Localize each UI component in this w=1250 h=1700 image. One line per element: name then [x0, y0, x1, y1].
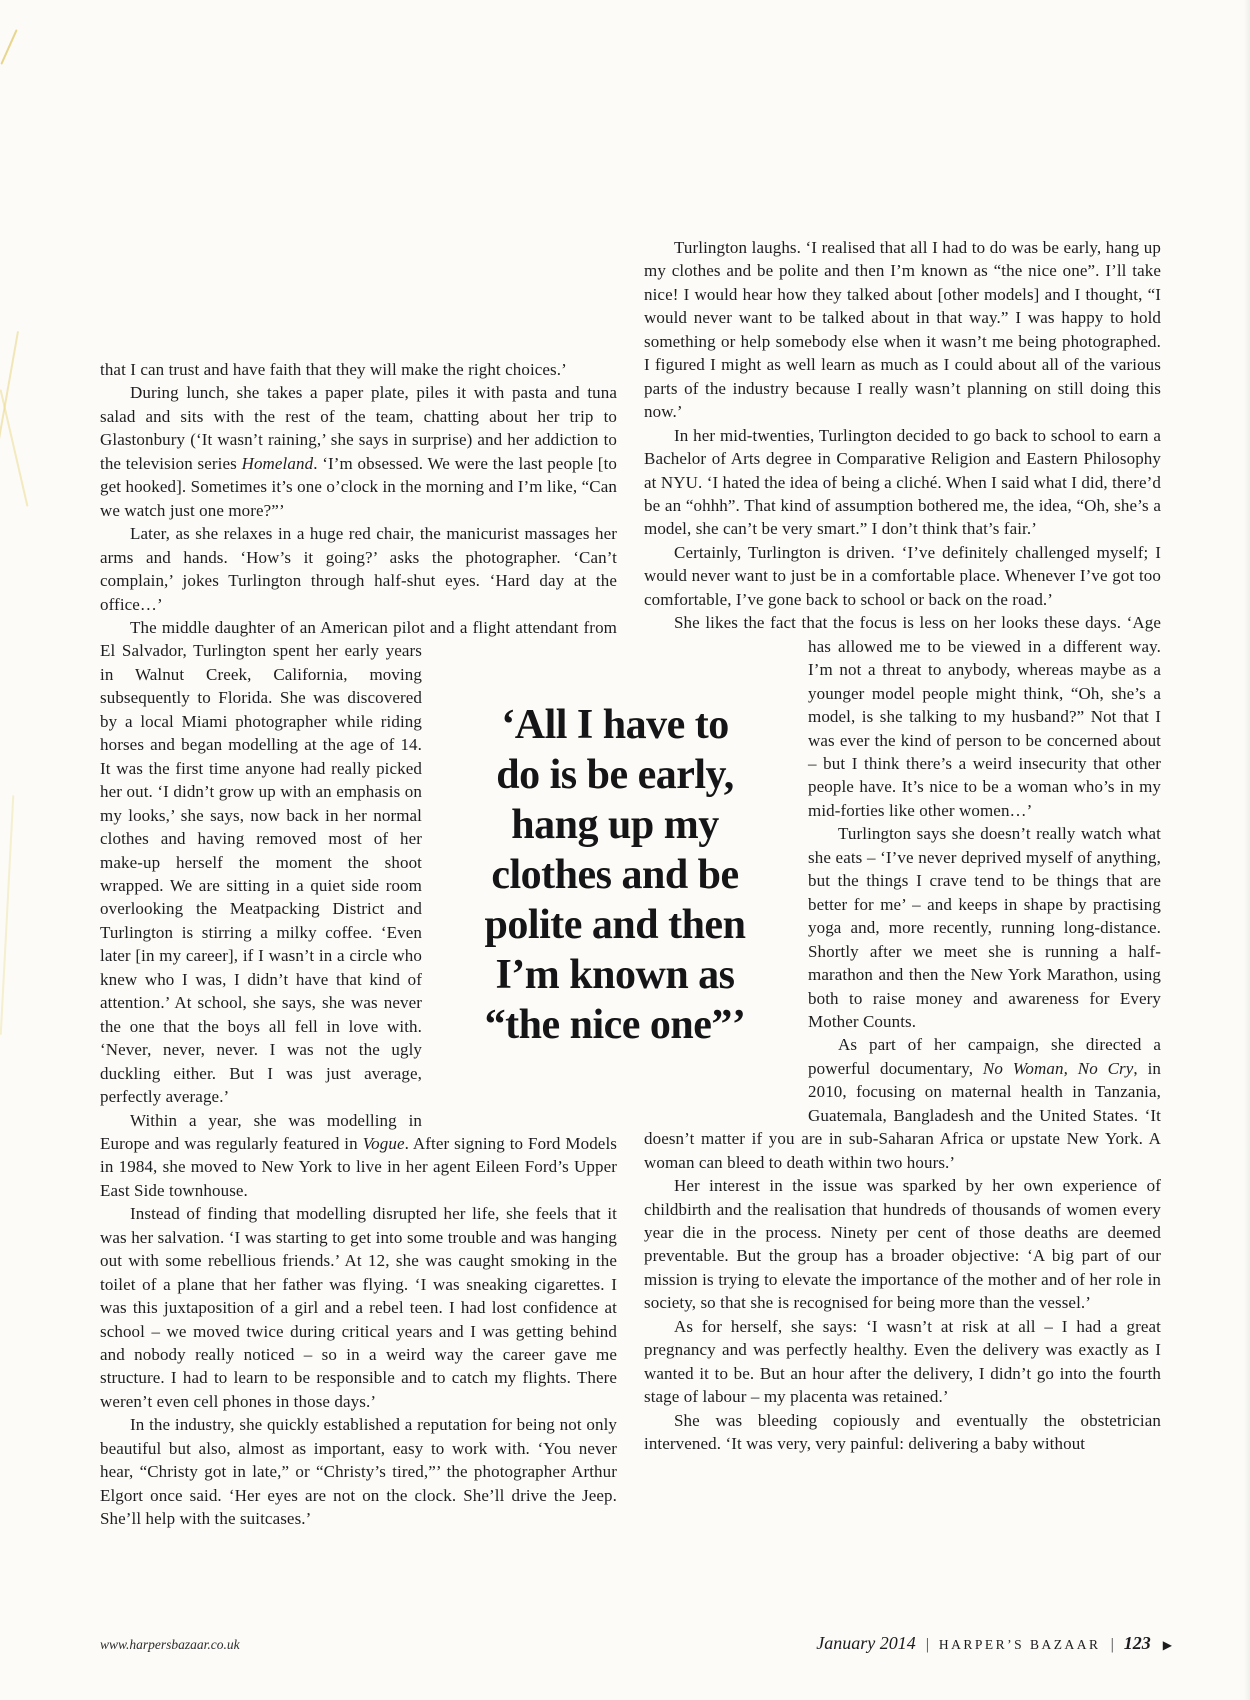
body-text: , in 2010, focusing on maternal health in Tanzania, Guatemala, Bangladesh and the United States. ‘It doesn’t matter if you are in sub-Saharan Africa or upstate New York. A woman can bleed to death within two hours.’: [644, 1058, 1161, 1172]
body-text: She likes the fact that the focus is less on her looks these days. ‘Age has allowed me to be viewed in a different way. I’m not a threat to anybody, whereas maybe as a younger model people might think, “Oh, she’s a model, is she talking to my husband?” Not that I was ever the kind of person to be concerned about – but I think there’s a weird insecurity that other people have. It’s nice to be a woman who’s in my mid-forties like other women…’: [674, 613, 1161, 820]
italic-text: No Woman, No Cry: [982, 1058, 1134, 1078]
footer: [816, 1633, 1172, 1654]
footer-page-number: 123: [1123, 1633, 1151, 1653]
italic-text: Homeland: [241, 453, 314, 473]
pull-quote-line: ‘All I have to: [501, 702, 729, 748]
body-text: Later, as she relaxes in a huge red chair, the manicurist massages her arms and hands. ‘How’s it going?’ asks the photographer. ‘Can’t complain,’ jokes Turlington through half-shut eyes. ‘Hard day at the office…’: [100, 524, 617, 614]
body-text: that I can trust and have faith that they will make the right choices.’: [100, 360, 567, 379]
pull-quote-line: “the nice one”’: [484, 1002, 746, 1048]
paragraph: [644, 1409, 1161, 1456]
body-text: In her mid-twenties, Turlington decided to go back to school to earn a Bachelor of Arts degree in Comparative Religion and Eastern Philosophy at NYU. ‘I hated the idea of being a cliché. When I said what I did, there’d be an “ohhh”. That kind of assumption bothered me, the idea, “Oh, she’s a model, she can’t be very smart.” I don’t think that’s fair.’: [644, 425, 1161, 539]
pull-quote-line: clothes and be: [491, 852, 739, 898]
body-text: She was bleeding copiously and eventually the obstetrician intervened. ‘It was very, very painful: delivering a baby without: [644, 1410, 1161, 1454]
paragraph: [100, 1109, 617, 1203]
paragraph: [100, 1202, 617, 1413]
paragraph: [644, 236, 1161, 424]
body-text: Turlington says she doesn’t really watch what she eats – ‘I’ve never deprived myself of anything, but the things I crave tend to be things that are better for me’ – and keeps in shape by practising yoga and, more recently, running long-distance. Shortly after we meet she is running a half-marathon and then the New York Marathon, using both to raise money and awareness for Every Mother Counts.: [808, 824, 1161, 1031]
paragraph: [644, 424, 1161, 541]
pull-quote-line: do is be early,: [496, 752, 734, 798]
paragraph: [100, 1413, 617, 1530]
pull-quote-line: hang up my: [511, 802, 719, 848]
paragraph: [100, 522, 617, 616]
pull-quote-line: I’m known as: [495, 952, 735, 998]
scan-artifact: [0, 331, 19, 479]
body-text: Certainly, Turlington is driven. ‘I’ve definitely challenged myself; I would never want to just be in a comfortable place. Whenever I’ve got too comfortable, I’ve gone back to school or back on the road.’: [644, 542, 1161, 609]
paragraph: [644, 1315, 1161, 1409]
italic-text: Vogue: [362, 1133, 405, 1153]
footer-issue-date: January 2014: [816, 1633, 916, 1653]
paragraph: [644, 1174, 1161, 1315]
paragraph: [644, 541, 1161, 611]
body-text: The middle daughter of an American pilot and a flight attendant from El Salvador, Turlington spent her early years in Walnut Creek, California, moving subsequently to Florida. She was discovered by a local Miami photographer while riding horses and began modelling at the age of 14. It was the first time anyone had really picked her out. ‘I didn’t grow up with an emphasis on my looks,’ she says, now back in her normal clothes and having removed most of her make-up herself the moment the shoot wrapped. We are sitting in a quiet side room overlooking the Meatpacking District and Turlington is stirring a milky coffee. ‘Even later [in my career], if I wasn’t in a circle who knew who I was, I didn’t have that kind of attention.’ At school, she says, she was never the one that the boys all fell in love with. ‘Never, never, never. I was not the ugly duckling either. But I was just average, perfectly average.’: [100, 617, 617, 1107]
body-text: . ‘I’m obsessed. We were the last people [to get hooked]. Sometimes it’s one o’clock in the morning and I’m like, “Can we watch just one more?”’: [100, 453, 617, 520]
footer-website: www.harpersbazaar.co.uk: [100, 1637, 240, 1652]
footer-separator: |: [925, 1636, 929, 1653]
footer-separator: |: [1110, 1636, 1114, 1653]
body-text: As part of her campaign, she directed a powerful documentary,: [808, 1035, 1161, 1078]
scan-artifact: [0, 795, 14, 1035]
scan-artifact: [0, 29, 17, 65]
body-text: In the industry, she quickly established a reputation for being not only beautiful but also, almost as important, easy to work with. ‘You never hear, “Christy got in late,” or “Christy’s tired,”’ the photographer Arthur Elgort once said. ‘Her eyes are not on the clock. She’ll drive the Jeep. She’ll help with the suitcases.’: [100, 1415, 617, 1529]
scan-artifact: [0, 389, 28, 506]
paragraph: [100, 381, 617, 522]
footer-magazine-name: HARPER’S BAZAAR: [938, 1637, 1101, 1652]
body-text: Within a year, she was modelling in Europe and was regularly featured in: [100, 1110, 422, 1153]
body-text: Instead of finding that modelling disrupted her life, she feels that it was her salvation. ‘I was starting to get into some trouble and was hanging out with some rebellious friends.’ At 12, she was caught smoking in the toilet of a plane that her father was flying. ‘I was sneaking cigarettes. I was this juxtaposition of a girl and a rebel teen. I had lost confidence at school – we moved twice during critical years and I was getting behind and nobody really noticed – so in a weird way the career gave me structure. I had to learn to be responsible and to catch my flights. There weren’t even cell phones in those days.’: [100, 1204, 617, 1411]
body-text: During lunch, she takes a paper plate, piles it with pasta and tuna salad and sits with the rest of the team, chatting about her trip to Glastonbury (‘It wasn’t raining,’ she says in surprise) and her addiction to the television series: [100, 383, 617, 473]
pull-quote: [440, 700, 790, 1050]
paragraph: [100, 358, 617, 381]
body-text: Turlington laughs. ‘I realised that all I had to do was be early, hang up my clothes and be polite and then I’m known as “the nice one”. I’ll take nice! I would hear how they talked about [other models] and I thought, “I would never want to be talked about in that way.” I was happy to hold something or help somebody else when it wasn’t me being photographed. I figured I might as well learn as much as I could about all of the various parts of the industry because I really wasn’t planning on still doing this now.’: [644, 238, 1161, 422]
body-text: Her interest in the issue was sparked by her own experience of childbirth and the realisation that hundreds of thousands of women every year die in the process. Ninety per cent of those deaths are deemed preventable. But the group has a broader objective: ‘A big part of our mission is trying to elevate the importance of the mother and of her role in society, so that she is recognised for being more than the vessel.’: [644, 1176, 1161, 1313]
pull-quote-line: polite and then: [484, 902, 746, 948]
body-text: As for herself, she says: ‘I wasn’t at risk at all – I had a great pregnancy and was perfectly healthy. Even the delivery was exactly as I wanted it to be. But an hour after the delivery, I didn’t go into the fourth stage of labour – my placenta was retained.’: [644, 1316, 1161, 1407]
body-text: . After signing to Ford Models in 1984, she moved to New York to live in her agent Eileen Ford’s Upper East Side townhouse.: [100, 1133, 617, 1200]
page-edge-shadow: [1244, 0, 1250, 1700]
next-page-arrow-icon: ▶: [1162, 1638, 1172, 1652]
